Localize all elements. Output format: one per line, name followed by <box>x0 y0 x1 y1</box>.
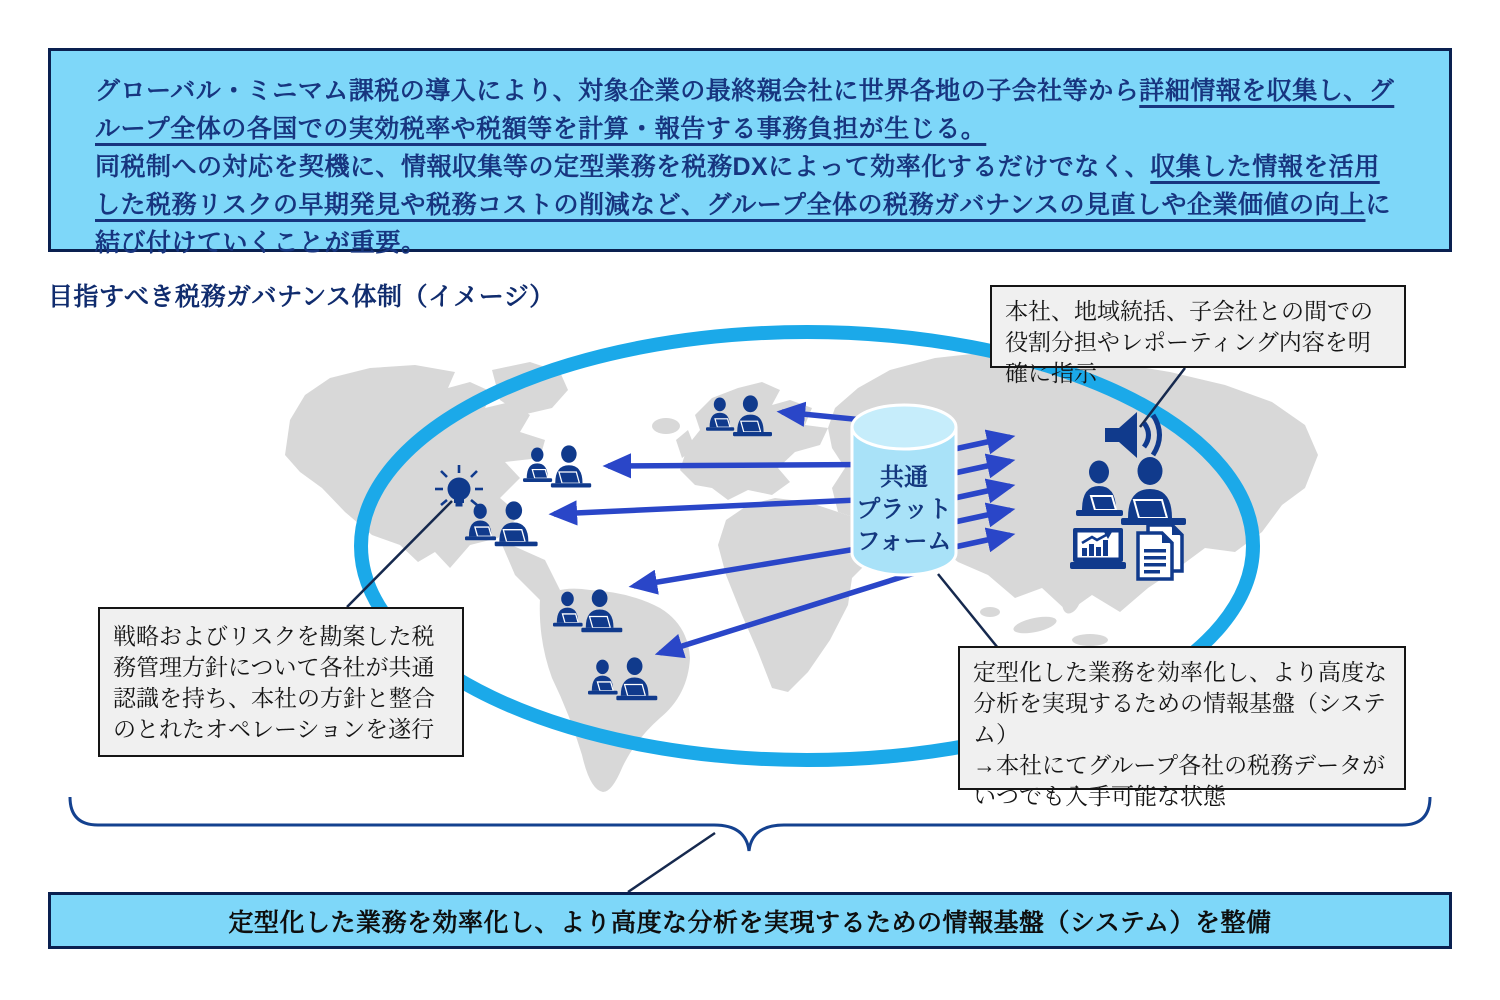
bottom-bar <box>48 892 1452 949</box>
iceland <box>652 418 680 434</box>
island-2 <box>1072 634 1108 646</box>
intro-box <box>48 48 1452 257</box>
callout-strategy: 戦略およびリスクを勘案した税務管理方針について各社が共通認識を持ち、本社の方針と整合のとれたオペレーションを遂行 <box>98 607 464 757</box>
island-1 <box>1012 614 1058 637</box>
platform-label <box>850 462 958 558</box>
intro-s2-plain: 同税制への対応を契機に、情報収集等の定型業務を税務DXによって効率化するだけでなく、 <box>95 153 1151 181</box>
intro-s1-underlined: 詳細情報を収集し、グループ全体の各国での実効税率や税額等を計算・報告する事務負担が生じる。 <box>95 77 1395 143</box>
analytics-laptop-icon <box>1070 528 1126 569</box>
platform-label-line-1: 共通 <box>880 464 928 491</box>
island-4 <box>980 607 1000 617</box>
intro-sentence-1 <box>95 72 1405 148</box>
documents-icon <box>1138 525 1182 579</box>
leader-brace-to-bar <box>628 833 715 892</box>
callout-system-line-2: →本社にてグループ各社の税務データがいつでも入手可能な状態 <box>973 752 1386 809</box>
callout-system-line-1: 定型化した業務を効率化し、より高度な分析を実現するための情報基盤（システム） <box>973 659 1387 747</box>
bottom-bar-text: 定型化した業務を効率化し、より高度な分析を実現するための情報基盤（システム）を整備 <box>228 908 1272 937</box>
central-america <box>500 540 560 600</box>
callout-hq-roles: 本社、地域統括、子会社との間での役割分担やレポーティング内容を明確に指示 <box>990 285 1406 368</box>
platform-label-line-3: フォーム <box>856 528 952 555</box>
section-title: 目指すべき税務ガバナンス体制（イメージ） <box>48 283 555 311</box>
intro-s1-plain: グローバル・ミニマム課税の導入により、対象企業の最終親会社に世界各地の子会社等から <box>95 77 1140 105</box>
intro-sentence-2 <box>95 148 1405 262</box>
platform-label-line-2: プラット <box>856 496 952 523</box>
intro-s2-tail: に結び付けていくことが重要。 <box>95 191 1392 257</box>
subsidiary-team-icon <box>523 445 591 487</box>
intro-s2-underlined: 収集した情報を活用した税務リスクの早期発見や税務コストの削減など、グループ全体の税務ガバナンスの見直しや企業価値の向上 <box>95 153 1380 219</box>
callout-system <box>958 646 1406 809</box>
